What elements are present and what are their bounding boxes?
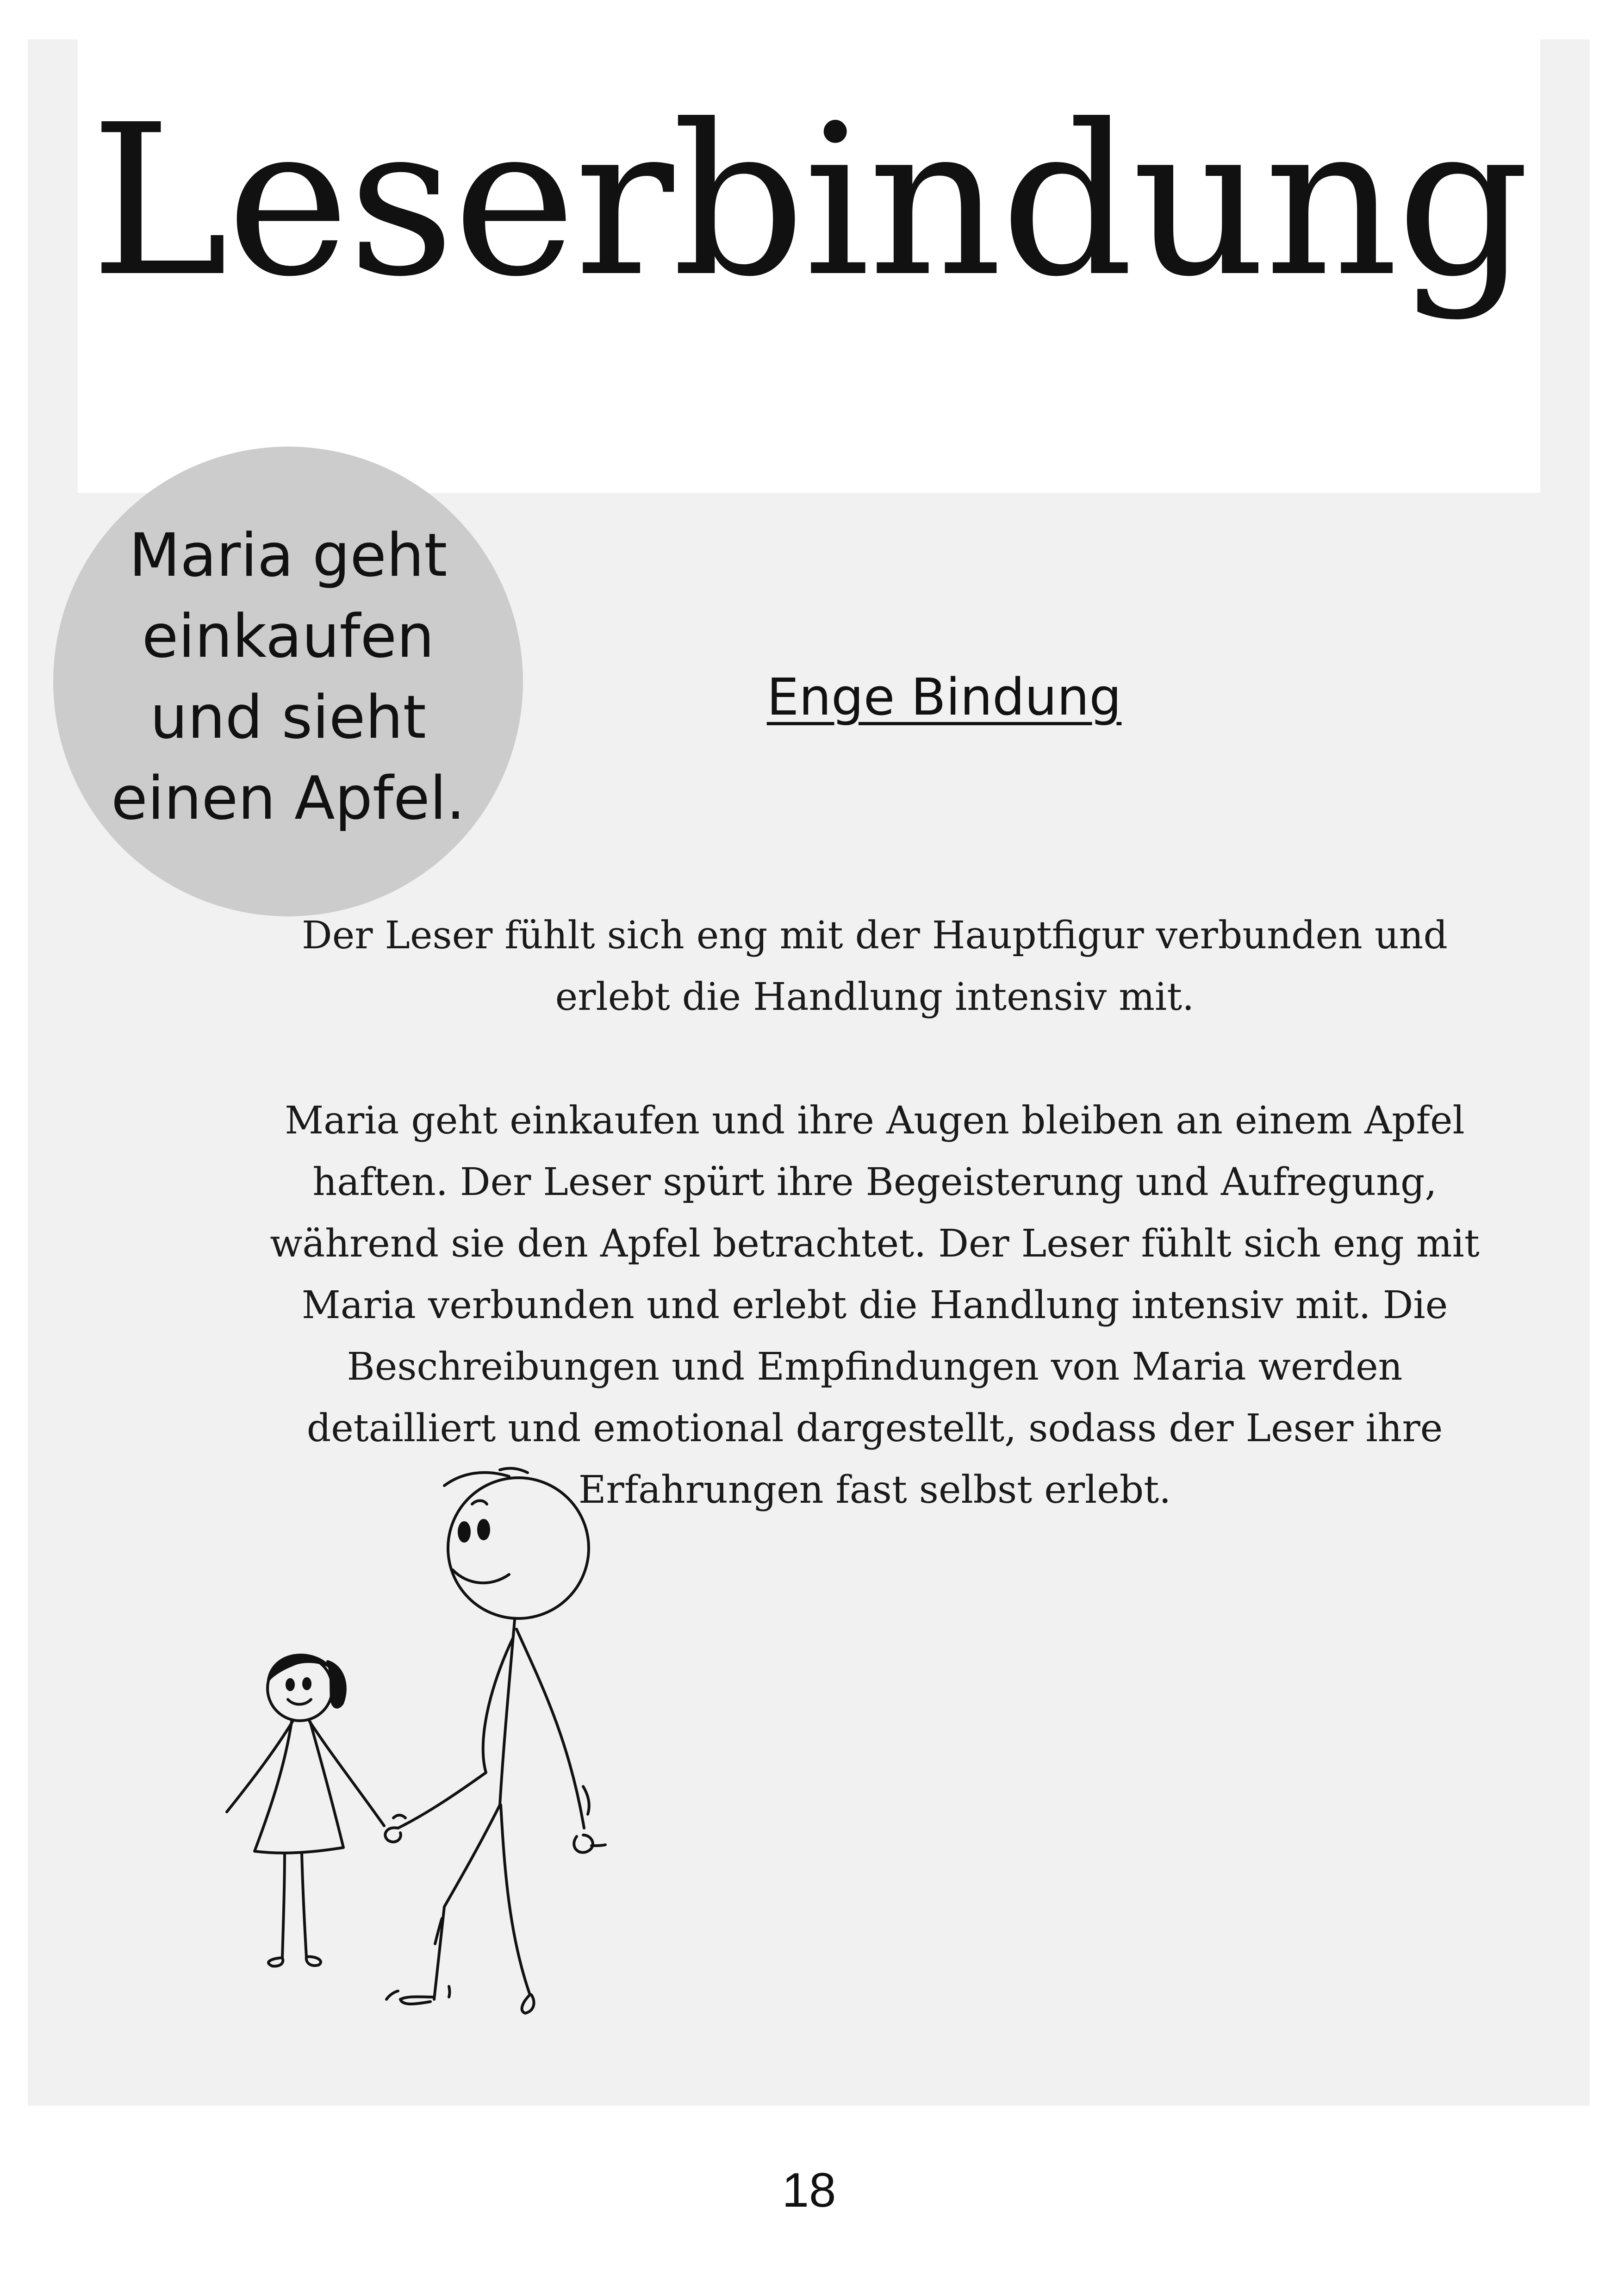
- page-number: 18: [782, 2163, 836, 2217]
- stick-figures-adult-and-child-icon: [204, 1444, 657, 2092]
- example-paragraph: Maria geht einkaufen und ihre Augen bleiben an einem Apfel haften. Der Leser spürt ihre Begeisterung und Aufregung, während sie den Apfel betrachtet. Der Leser fühlt sich eng mit Maria verbunden und erlebt die Handlung intensiv mit. Die Beschreibungen und Empfindungen von Maria werden detailliert und emotional dargestellt, sodass der Leser ihre Erfahrungen fast selbst erlebt.: [270, 1099, 1480, 1512]
- summary-bubble-text: Maria geht einkaufen und sieht einen Apfel.: [111, 521, 465, 833]
- page-title: Leserbindung: [90, 80, 1528, 323]
- summary-bubble: [53, 447, 523, 916]
- intro-paragraph: Der Leser fühlt sich eng mit der Hauptfigur verbunden und erlebt die Handlung intensiv mit.: [302, 914, 1448, 1019]
- section-heading: Enge Bindung: [766, 667, 1122, 727]
